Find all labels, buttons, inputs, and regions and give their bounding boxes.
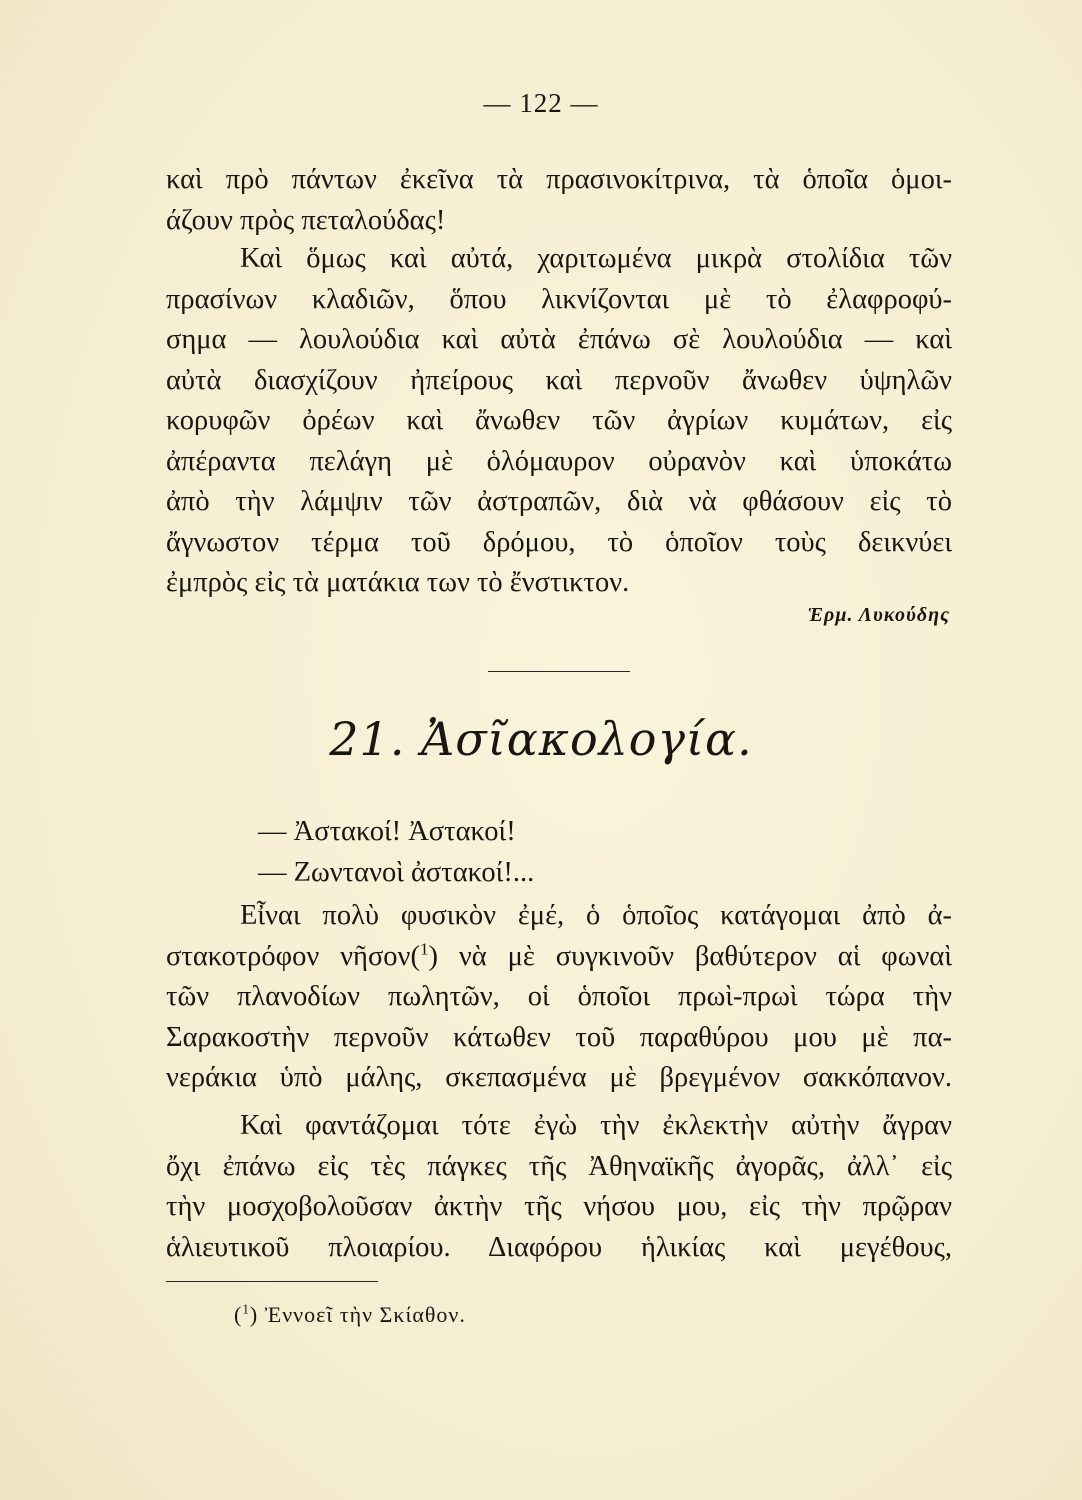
- paragraph-continuation: [166, 160, 952, 241]
- page-number: — 122 —: [483, 88, 599, 118]
- text-line: νεράκια ὑπὸ μάλης, σκεπασμένα μὲ βρεγμένον σακκόπανον.: [166, 1062, 952, 1093]
- text-line: Σαρακοστὴν περνοῦν κάτωθεν τοῦ παραθύρου μου μὲ πα-: [166, 1021, 952, 1053]
- text-line: σημα — λουλούδια καὶ αὐτὰ ἐπάνω σὲ λουλούδια — καὶ: [166, 324, 952, 355]
- text-line: αὐτὰ διασχίζουν ἠπείρους καὶ περνοῦν ἄνωθεν ὑψηλῶν: [166, 364, 952, 396]
- dialogue: [166, 812, 952, 893]
- text-line: ἀπέραντα πελάγη μὲ ὁλόμαυρον οὐρανὸν καὶ ὑποκάτω: [166, 445, 952, 477]
- text-line: ὄχι ἐπάνω εἰς τὲς πάγκες τῆς Ἀθηναϊκῆς ἀγορᾶς, ἀλλ᾽ εἰς: [166, 1150, 952, 1182]
- footnote: ($^1$) Ἐννοεῖ τὴν Σκίαθον.: [234, 1301, 466, 1327]
- paragraph-market: [166, 1106, 952, 1268]
- dialogue-line: — Ζωντανοὶ ἀστακοί!...: [258, 856, 535, 888]
- section-title: 21. Ἀσῖακολογία.: [329, 712, 753, 766]
- text-line: Εἶναι πολὺ φυσικὸν ἐμέ, ὁ ὁποῖος κατάγομαι ἀπὸ ἀ-: [240, 900, 952, 931]
- text-line: πρασίνων κλαδιῶν, ὅπου λικνίζονται μὲ τὸ ἐλαφροφύ-: [166, 283, 952, 315]
- footnote-reference: 1: [419, 939, 429, 958]
- text-line: ἄγνωστον τέρμα τοῦ δρόμου, τὸ ὁποῖον τοὺς δεικνύει: [166, 526, 952, 558]
- section-separator: [488, 671, 630, 672]
- text-line: τῶν πλανοδίων πωλητῶν, οἱ ὁποῖοι πρωὶ-πρωὶ τώρα τὴν: [166, 981, 952, 1012]
- text-line: ἀπὸ τὴν λάμψιν τῶν ἀστραπῶν, διὰ νὰ φθάσουν εἰς τὸ: [166, 486, 952, 517]
- text-line: τὴν μοσχοβολοῦσαν ἀκτὴν τῆς νήσου μου, εἰς τὴν πρῷραν: [166, 1191, 952, 1222]
- text-line: ἐμπρὸς εἰς τὰ ματάκια των τὸ ἔνστικτον.: [166, 567, 630, 598]
- footnote-marker: 1: [242, 1301, 250, 1317]
- text-line: ἁλιευτικοῦ πλοιαρίου. Διαφόρου ἡλικίας καὶ μεγέθους,: [166, 1231, 952, 1263]
- text-line-with-footnote-ref: στακοτρόφον νῆσον($^1$) νὰ μὲ συγκινοῦν βαθύτερον αἱ φωναὶ: [166, 939, 952, 972]
- text-line: Καὶ ὅμως καὶ αὐτά, χαριτωμένα μικρὰ στολίδια τῶν: [240, 243, 952, 274]
- author-signature: Ἑρμ. Λυκούδης: [807, 604, 950, 626]
- footnote-text: Ἐννοεῖ τὴν Σκίαθον.: [264, 1302, 466, 1327]
- footnote-rule: [166, 1281, 378, 1282]
- paragraph-butterflies: [166, 239, 952, 604]
- text-line: καὶ πρὸ πάντων ἐκεῖνα τὰ πρασινοκίτρινα, τὰ ὁποῖα ὁμοι-: [166, 164, 952, 195]
- text-line: κορυφῶν ὀρέων καὶ ἄνωθεν τῶν ἀγρίων κυμάτων, εἰς: [166, 405, 952, 436]
- paragraph-lobster-island: [166, 896, 952, 1099]
- dialogue-line: — Ἀστακοί! Ἀστακοί!: [258, 816, 516, 847]
- text-line: Καὶ φαντάζομαι τότε ἐγὼ τὴν ἐκλεκτὴν αὐτὴν ἄγραν: [240, 1110, 952, 1141]
- text-line: άζουν πρὸς πεταλούδας!: [166, 204, 446, 236]
